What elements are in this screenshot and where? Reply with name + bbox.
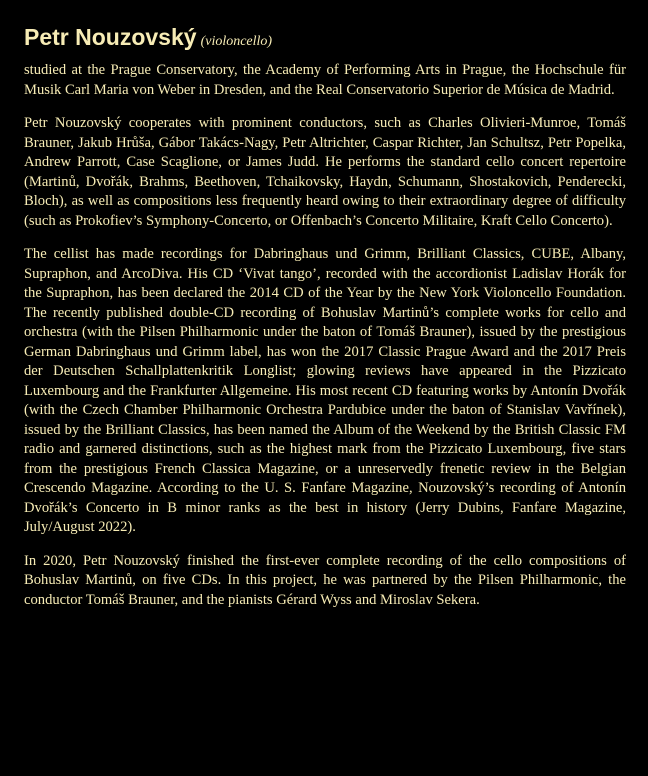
artist-name: Petr Nouzovský <box>24 24 197 50</box>
paragraph-conductors-repertoire: Petr Nouzovský cooperates with prominent conductors, such as Charles Olivieri-Munroe, Tomáš Brauner, Jakub Hrůša, Gábor Takács-Nagy, Petr Altrichter, Caspar Richter, Jan Schultsz, Petr Popelka, Andrew Parrott, Case Scaglione, or James Judd. He performs the standard cello concert repertoire (Martinů, Dvořák, Brahms, Beethoven, Tchaikovsky, Haydn, Schumann, Shostakovich, Penderecki, Bloch), as well as compositions less frequently heard owing to their extraordinary degree of difficulty (such as Prokofiev’s Symphony-Concerto, or Offenbach’s Concerto Militaire, Kraft Cello Concerto). <box>24 115 626 229</box>
paragraph-martinu-project: In 2020, Petr Nouzovský finished the first-ever complete recording of the cello compositions of Bohuslav Martinů, on five CDs. In this project, he was partnered by the Pilsen Philharmonic, the conductor Tomáš Brauner, and the pianists Gérard Wyss and Miroslav Sekera. <box>24 552 626 608</box>
artist-instrument: (violoncello) <box>200 34 273 49</box>
biography-heading <box>24 22 626 57</box>
paragraph-recordings: The cellist has made recordings for Dabringhaus und Grimm, Brilliant Classics, CUBE, Albany, Supraphon, and ArcoDiva. His CD ‘Vivat tango’, recorded with the accordionist Ladislav Horák for the Supraphon, has been declared the 2014 CD of the Year by the New York Violoncello Foundation. The recently published double-CD recording of Bohuslav Martinů’s complete works for cello and orchestra (with the Pilsen Philharmonic under the baton of Tomáš Brauner), issued by the prestigious German Dabringhaus und Grimm label, has won the 2017 Classic Prague Award and the 2017 Preis der Deutschen Schallplattenkritik Longlist; glowing reviews have appeared in the Pizzicato Luxembourg and the Frankfurter Allgemeine. His most recent CD featuring works by Antonín Dvořák (with the Czech Chamber Philharmonic Orchestra Pardubice under the baton of Stanislav Vavřínek), issued by the Brilliant Classics, has been named the Album of the Weekend by the British Classic FM radio and garnered distinctions, such as the highest mark from the Pizzicato Luxembourg, five stars from the prestigious French Classica Magazine, or a unreservedly frenetic review in the Belgian Crescendo Magazine. According to the U. S. Fanfare Magazine, Nouzovský’s recording of Antonín Dvořák’s Concerto in B minor ranks as the best in history (Jerry Dubins, Fanfare Magazine, July/August 2022). <box>24 246 626 535</box>
paragraph-education: studied at the Prague Conservatory, the Academy of Performing Arts in Prague, the Hochschule für Musik Carl Maria von Weber in Dresden, and the Real Conservatorio Superior de Música de Madrid. <box>24 62 626 98</box>
